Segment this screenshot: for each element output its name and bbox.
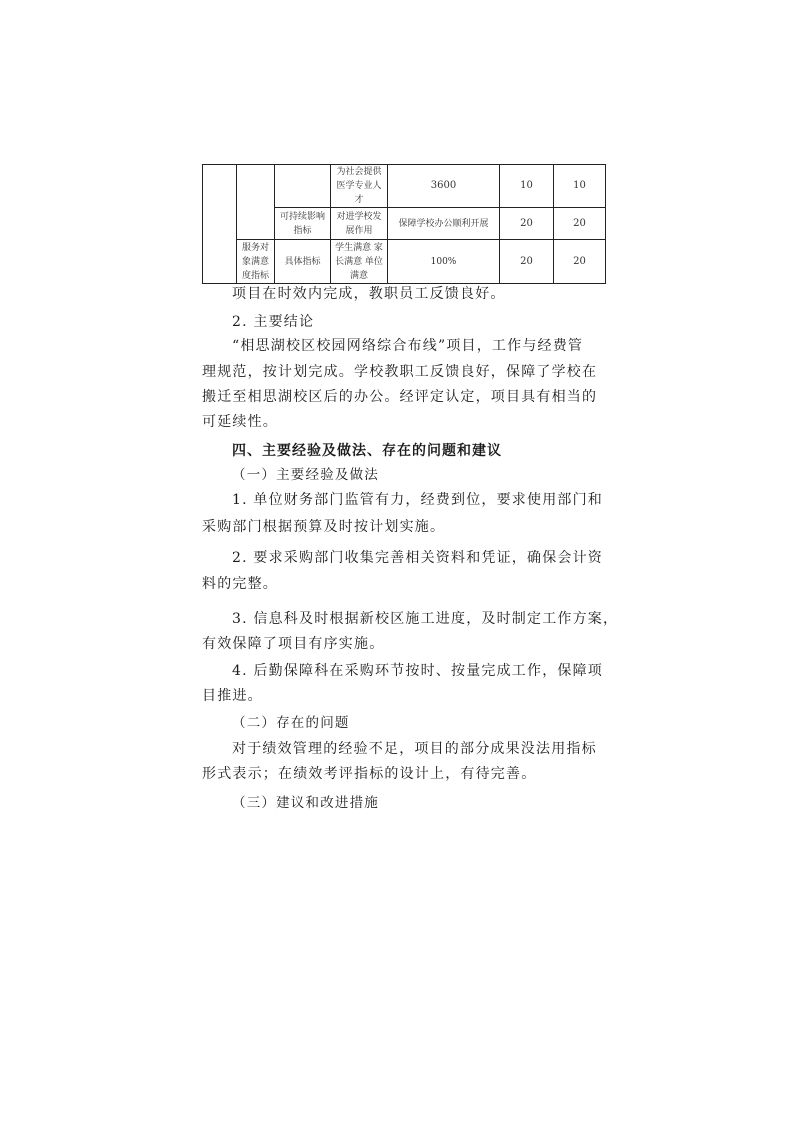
- table-cell-score: 10: [500, 165, 554, 208]
- table-cell-score: 20: [500, 240, 554, 284]
- table-cell-indicator: 学生满意 家长满意 单位满意: [331, 240, 388, 284]
- table-cell-empty: [275, 165, 331, 208]
- paragraph-line: 1. 单位财务部门监管有力，经费到位，要求使用部门和: [232, 492, 604, 508]
- table-cell-target: 100%: [388, 240, 500, 284]
- paragraph-line: 2. 要求采购部门收集完善相关资料和凭证，确保会计资: [232, 550, 604, 566]
- table-cell-target: 保障学校办公顺利开展: [388, 208, 500, 240]
- table-cell-empty: [237, 165, 275, 208]
- subsection-heading: （三）建议和改进措施: [232, 795, 379, 811]
- paragraph-line: 形式表示；在绩效考评指标的设计上，有待完善。: [202, 766, 537, 782]
- table-cell-actual-score: 10: [554, 165, 606, 208]
- paragraph-line: 可延续性。: [202, 414, 278, 430]
- subsection-heading: （二）存在的问题: [232, 715, 350, 731]
- performance-indicator-table: [202, 164, 606, 284]
- paragraph-line: 搬迁至相思湖校区后的办公。经评定认定，项目具有相当的: [202, 389, 598, 405]
- table-cell-indicator: 为社会提供医学专业人才: [331, 165, 388, 208]
- section-heading: 四、主要经验及做法、存在的问题和建议: [232, 443, 502, 459]
- table-cell-empty: [203, 240, 237, 284]
- paragraph: 项目在时效内完成，教职员工反馈良好。: [232, 286, 506, 302]
- table-cell-score: 20: [500, 208, 554, 240]
- paragraph-line: 目推进。: [202, 688, 263, 704]
- paragraph-line: 对于绩效管理的经验不足，项目的部分成果没法用指标: [232, 741, 597, 757]
- table-cell-empty: [203, 208, 237, 240]
- paragraph-line: “相思湖校区校园网络综合布线”项目，工作与经费管: [232, 338, 584, 354]
- table-cell-empty: [203, 165, 237, 208]
- table-cell-empty: [237, 208, 275, 240]
- table-row: [203, 165, 606, 208]
- paragraph-line: 料的完整。: [202, 576, 278, 592]
- paragraph-line: 3. 信息科及时根据新校区施工进度，及时制定工作方案，: [232, 611, 619, 627]
- table-cell-category: 具体指标: [275, 240, 331, 284]
- paragraph-line: 采购部门根据预算及时按计划实施。: [202, 519, 446, 535]
- table-cell-category: 可持续影响指标: [275, 208, 331, 240]
- table-cell-actual-score: 20: [554, 240, 606, 284]
- paragraph-line: 4. 后勤保障科在采购环节按时、按量完成工作，保障项: [232, 663, 604, 679]
- table-cell-indicator: 对进学校发展作用: [331, 208, 388, 240]
- table-row: [203, 240, 606, 284]
- table-cell-actual-score: 20: [554, 208, 606, 240]
- subsection-heading: （一）主要经验及做法: [232, 467, 379, 483]
- table-cell-group: 服务对象满意度指标: [237, 240, 275, 284]
- table-cell-target: 3600: [388, 165, 500, 208]
- paragraph-line: 有效保障了项目有序实施。: [202, 636, 385, 652]
- paragraph-line: 理规范，按计划完成。学校教职工反馈良好，保障了学校在: [202, 364, 598, 380]
- section-heading: 2. 主要结论: [232, 314, 315, 330]
- table-row: [203, 208, 606, 240]
